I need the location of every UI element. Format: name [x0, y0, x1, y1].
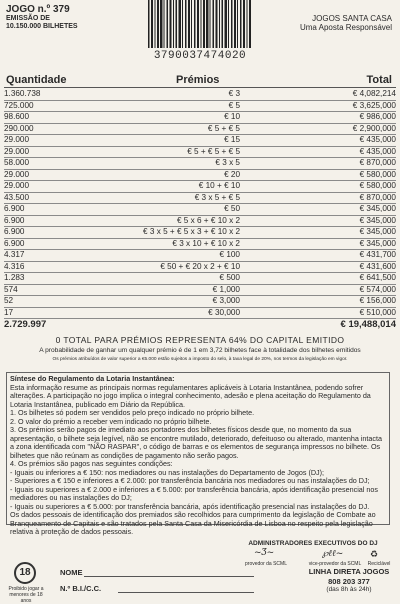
row-total: € 435,000	[359, 146, 396, 156]
row-prize: € 10	[224, 112, 240, 121]
row-quantity: 29.000	[4, 146, 30, 156]
row-prize: € 3 x 10 + € 10 x 2	[172, 238, 240, 248]
regulation-title: Síntese do Regulamento da Lotaria Instantânea:	[10, 374, 175, 383]
regulation-box	[6, 372, 390, 536]
row-quantity: 574	[4, 284, 18, 294]
row-total: € 431,600	[359, 261, 396, 271]
row-total: € 3,625,000	[352, 100, 396, 110]
row-quantity: 4.316	[4, 261, 25, 271]
row-total: € 986,000	[359, 112, 396, 121]
row-total: € 435,000	[359, 135, 396, 144]
brand-tagline: Uma Aposta Responsável	[299, 23, 392, 32]
row-prize: € 1,000	[212, 284, 240, 294]
row-total: € 510,000	[359, 307, 396, 317]
hotline-title: LINHA DIRETA JOGOS	[308, 567, 390, 576]
row-total: € 641,500	[359, 273, 396, 282]
regulation-paragraph: - Superiores a € 150 e inferiores a € 2.000: por transferência bancária nos mediadores ou nas instalações do DJ;	[10, 476, 370, 485]
age-restriction-icon: 18	[14, 562, 36, 584]
row-total: € 431,700	[359, 250, 396, 259]
game-number: JOGO n.º 379	[6, 4, 70, 15]
row-prize: € 100	[219, 250, 240, 259]
row-total: € 345,000	[359, 238, 396, 248]
col-premios: Prémios	[176, 74, 220, 86]
brand-block	[300, 14, 392, 32]
regulation-text	[10, 384, 386, 537]
row-quantity: 725.000	[4, 100, 34, 110]
total-amount: € 19,488,014	[340, 319, 396, 330]
regulation-paragraph: - Iguais ou superiores a € 5.000: por transferência bancária, após identificação presencial nas instalações do DJ.	[10, 501, 370, 511]
row-prize: € 50	[224, 204, 240, 213]
row-prize: € 10 + € 10	[198, 181, 240, 190]
row-total: € 580,000	[359, 169, 396, 179]
row-prize: € 5 x 6 + € 10 x 2	[176, 215, 240, 225]
table-row	[4, 180, 396, 192]
row-quantity: 98.600	[4, 112, 30, 121]
row-prize: € 3 x 5 + € 5 x 3 + € 10 x 2	[143, 227, 240, 236]
table-row	[4, 169, 396, 181]
row-prize: € 3 x 5 + € 5	[194, 192, 240, 202]
row-quantity: 29.000	[4, 181, 30, 190]
capital-statement: 0 TOTAL PARA PRÉMIOS REPRESENTA 64% DO CAPITAL EMITIDO	[55, 335, 345, 345]
row-total: € 345,000	[359, 227, 396, 236]
row-total: € 870,000	[359, 192, 396, 202]
row-quantity: 29.000	[4, 135, 30, 144]
table-row	[4, 215, 396, 227]
nome-field[interactable]	[84, 576, 254, 577]
row-quantity: 4.317	[4, 250, 25, 259]
regulation-paragraph: 4. Os prémios são pagos nas seguintes condições:	[10, 459, 173, 468]
barcode	[148, 0, 252, 48]
table-row	[4, 261, 396, 273]
row-quantity: 43.500	[4, 192, 30, 202]
table-row	[4, 146, 396, 158]
probability-statement: A probabilidade de ganhar um qualquer prémio é de 1 em 3,72 bilhetes face à totalidade dos bilhetes emitidos	[39, 347, 361, 354]
recycle-label: Reciclável	[367, 561, 391, 567]
row-quantity: 290.000	[4, 123, 34, 133]
row-quantity: 6.900	[4, 227, 25, 236]
regulation-paragraph: - Iguais ou superiores a € 2.000 e inferiores a € 5.000: por transferência bancária, após identificação presencial nos mediadores ou nas instalações do DJ;	[10, 484, 378, 502]
row-total: € 574,000	[359, 284, 396, 294]
row-quantity: 52	[4, 296, 14, 305]
table-row	[4, 307, 396, 319]
row-quantity: 1.360.738	[4, 89, 41, 98]
row-prize: € 500	[219, 273, 240, 282]
table-row	[4, 203, 396, 215]
table-row	[4, 249, 396, 261]
row-quantity: 6.900	[4, 238, 25, 248]
row-total: € 2,900,000	[352, 123, 396, 133]
regulation-paragraph: 2. O valor do prémio a receber vem indicado no próprio bilhete.	[10, 416, 212, 426]
row-prize: € 3	[228, 89, 240, 98]
table-row	[4, 123, 396, 135]
table-row	[4, 100, 396, 112]
totals-row	[4, 318, 396, 332]
tax-note: Os prémios atribuídos de valor superior a €5.000 estão sujeitos a imposto do selo, à taxa legal de 20%, nos termos da legislação em vigor.	[52, 357, 348, 362]
total-quantity: 2.729.997	[4, 319, 47, 330]
signature-2: ℘ℓℓ~	[322, 549, 344, 559]
recycle-icon: ♻	[370, 549, 379, 559]
table-row	[4, 111, 396, 123]
row-prize: € 20	[224, 169, 240, 179]
row-total: € 345,000	[359, 215, 396, 225]
brand-name: JOGOS SANTA CASA	[312, 14, 392, 23]
signature-1-label: provedor da SCML	[245, 561, 287, 567]
row-quantity: 58.000	[4, 158, 30, 167]
row-quantity: 6.900	[4, 204, 25, 213]
row-total: € 345,000	[359, 204, 396, 213]
regulation-paragraph: 3. Os prémios serão pagos de imediato aos portadores dos bilhetes físicos desde que, no momento da sua apresentação, o bilhete seja legível, não se encontre mutilado, deteriorado, defeituoso ou alterado, mantenha intacta a zona identificada com "NÃO RASPAR", o código de barras e os elementos de segurança impressos no bilhete. Os bilhetes que não reúnam as condições de pagamento não serão pagos.	[10, 425, 383, 460]
row-quantity: 6.900	[4, 215, 25, 225]
row-total: € 870,000	[359, 158, 396, 167]
row-total: € 156,000	[359, 296, 396, 305]
table-row	[4, 272, 396, 284]
table-row	[4, 295, 396, 307]
table-row	[4, 284, 396, 296]
table-row	[4, 238, 396, 250]
col-quantidade: Quantidade	[6, 74, 67, 86]
regulation-paragraph: Esta informação resume as principais normas regulamentares aplicáveis à Lotaria Instantânea, podendo sofrer alterações. A participação no jogo implica o integral conhecimento, adesão e plena aceitação do Regulamento da Lotaria Instantânea, publicado em Diário da República.	[10, 382, 371, 409]
signature-1: ~Ʒ~	[254, 548, 275, 558]
emission-label: EMISSÃO DE	[6, 15, 50, 22]
bi-field[interactable]	[118, 592, 254, 593]
regulation-paragraph: 1. Os bilhetes só podem ser vendidos pelo preço indicado no próprio bilhete.	[10, 408, 255, 417]
row-quantity: 17	[4, 307, 14, 317]
col-total: Total	[366, 74, 392, 86]
row-prize: € 50 + € 20 x 2 + € 10	[160, 261, 240, 271]
table-row	[4, 134, 396, 146]
emission-count: 10.150.000 BILHETES	[6, 23, 78, 30]
row-quantity: 1.283	[4, 273, 25, 282]
regulation-paragraph: Os dados pessoais de identificação dos premiados são recolhidos para cumprimento da legislação de Combate ao Branqueamento de Capitais e são tratados pela Santa Casa da Misericórdia de Lisboa no respeito pela legislação relativa à proteção de dados pessoais.	[10, 510, 376, 536]
table-row	[4, 157, 396, 169]
row-prize: € 15	[224, 135, 240, 144]
table-row	[4, 226, 396, 238]
hotline-number: 808 203 377	[328, 577, 370, 586]
table-row	[4, 88, 396, 100]
row-prize: € 3,000	[212, 296, 240, 305]
bi-label: N.º B.I./C.C.	[60, 584, 102, 593]
barcode-number: 3790037474020	[148, 50, 252, 64]
admin-title: ADMINISTRADORES EXECUTIVOS DO DJ	[248, 540, 378, 547]
table-row	[4, 192, 396, 204]
row-quantity: 29.000	[4, 169, 30, 179]
age-text: Proibido jogar a menores de 18 anos	[8, 586, 44, 604]
row-prize: € 5 + € 5 + € 5	[187, 146, 240, 156]
hotline-hours: (das 8h às 24h)	[326, 586, 372, 593]
row-prize: € 5 + € 5	[207, 123, 240, 133]
row-total: € 4,082,214	[352, 89, 396, 98]
nome-label: NOME	[60, 568, 83, 577]
row-prize: € 30,000	[208, 307, 240, 317]
row-prize: € 3 x 5	[215, 158, 240, 167]
row-total: € 580,000	[359, 181, 396, 190]
regulation-paragraph: - Iguais ou inferiores a € 150: nos mediadores ou nas instalações do Departamento de Jogos (DJ);	[10, 467, 325, 477]
game-info	[6, 4, 78, 31]
row-prize: € 5	[228, 100, 240, 110]
signature-2-label: vice-provedor da SCML	[308, 561, 362, 567]
